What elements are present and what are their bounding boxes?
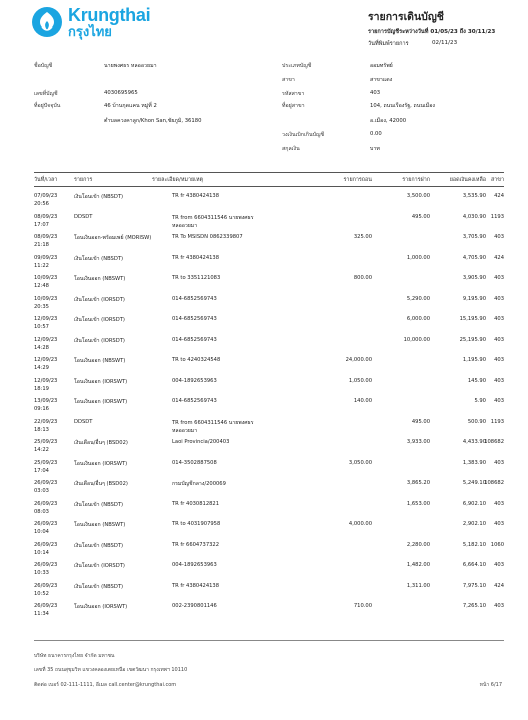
table-row	[34, 581, 504, 601]
row-time: 10:14	[34, 549, 49, 556]
table-row	[34, 601, 504, 621]
row-deposit: 1,000.00	[406, 254, 430, 261]
row-detail-2: หลออวยมา	[172, 427, 198, 434]
table-row	[34, 376, 504, 396]
branch-address-2: อ.เมือง, 42000	[370, 118, 407, 124]
row-time: 17:07	[34, 221, 49, 228]
row-date: 08/09/23	[34, 234, 58, 240]
row-time: 10:57	[34, 324, 49, 330]
row-date: 25/09/23	[34, 459, 58, 466]
row-branch: 403	[494, 357, 504, 363]
row-detail: 004-1892653963	[172, 562, 217, 568]
row-withdraw: 4,000.00	[348, 521, 372, 527]
row-time: 14:28	[34, 344, 49, 351]
row-balance: 145.90	[467, 377, 486, 384]
row-description: เงินโอนเข้า (NBSDT)	[74, 255, 124, 262]
row-date: 22/09/23	[34, 418, 58, 425]
row-deposit: 495.00	[411, 213, 430, 220]
krungthai-bird-icon	[32, 7, 62, 37]
row-detail: TR fr 4380424138	[172, 193, 220, 199]
row-description: เงินโอนเข้า (IORSDT)	[74, 296, 125, 303]
row-deposit: 5,290.00	[406, 295, 430, 302]
table-row	[34, 437, 504, 457]
row-date: 12/09/23	[34, 316, 58, 322]
row-balance: 7,265.10	[462, 603, 486, 609]
row-balance: 5,182.10	[462, 541, 486, 548]
print-date-value: 02/11/23	[432, 40, 458, 46]
row-branch: 108682	[484, 439, 504, 445]
row-detail: TR fr 4380424138	[172, 254, 220, 261]
row-deposit: 1,653.00	[406, 500, 430, 507]
table-row	[34, 519, 504, 539]
col-branch: สาขา	[490, 177, 504, 183]
row-description: โอนเงินออก (IORSWT)	[74, 378, 128, 385]
row-date: 13/09/23	[34, 398, 58, 404]
row-detail: กรมบัญชีกลาง/200069	[172, 481, 226, 487]
col-description: รายการ	[74, 177, 93, 183]
currency: บาท	[370, 146, 380, 152]
row-description: เงินโอนเข้า (IORSDT)	[74, 563, 125, 569]
row-branch: 403	[494, 521, 504, 527]
transactions-header	[34, 174, 504, 186]
brand-name-en: Krungthai	[68, 5, 151, 25]
page-number: หน้า 6/17	[479, 682, 502, 688]
address-line-1: 46 บ้านกุดแคน หมู่ที่ 2	[104, 103, 157, 109]
row-detail: TR from 6604311546 นายพงศธร	[172, 214, 254, 221]
row-branch: 403	[494, 336, 504, 343]
row-branch: 108682	[484, 480, 504, 486]
table-row	[34, 335, 504, 355]
row-branch: 424	[494, 582, 504, 589]
table-row	[34, 191, 504, 211]
row-detail: Laoi Provincia/200403	[172, 439, 230, 445]
header-top-rule	[34, 172, 504, 173]
print-date-label: วันที่พิมพ์รายการ	[368, 41, 409, 47]
table-row	[34, 458, 504, 478]
row-deposit: 1,311.00	[406, 582, 430, 589]
row-deposit: 3,933.00	[406, 439, 430, 445]
table-row	[34, 499, 504, 519]
account-name: นายพงศธร หลออวยมา	[104, 63, 157, 69]
row-time: 21:18	[34, 242, 49, 248]
row-detail-2: หลออวยมา	[172, 222, 198, 229]
row-date: 12/09/23	[34, 357, 58, 363]
table-row	[34, 294, 504, 314]
row-date: 26/09/23	[34, 541, 58, 548]
row-deposit: 2,280.00	[406, 541, 430, 548]
row-description: เงินโอนเข้า (IORSDT)	[74, 337, 125, 344]
print-date-row	[368, 40, 458, 48]
table-row	[34, 396, 504, 416]
row-branch: 403	[494, 377, 504, 384]
row-date: 08/09/23	[34, 213, 58, 220]
document-title: รายการเดินบัญชี	[368, 11, 444, 23]
row-detail: 014-6852569743	[172, 295, 217, 302]
row-description: เงินโอนเข้า (IORSDT)	[74, 317, 125, 323]
table-row	[34, 540, 504, 560]
statement-period: รายการบัญชีระหว่างวันที่ 01/05/23 ถึง 30/11/23	[368, 29, 496, 35]
row-description: โอนเงินออก (IORSWT)	[74, 604, 128, 610]
row-time: 10:52	[34, 590, 49, 597]
row-time: 17:04	[34, 467, 49, 474]
account-type: ออมทรัพย์	[370, 63, 393, 69]
table-row	[34, 355, 504, 375]
row-date: 26/09/23	[34, 582, 58, 589]
row-description: เงินโอนเข้า (NBSDT)	[74, 501, 124, 508]
row-branch: 424	[494, 193, 504, 199]
row-description: เงินเดือน/อื่นๆ (BSD02)	[74, 481, 128, 487]
branch-address-1: 104, ถนนเรืองรัฐ, ถนนเมือง	[370, 103, 436, 109]
row-withdraw: 710.00	[353, 603, 372, 609]
row-detail: 014-3502887508	[172, 459, 217, 466]
row-date: 12/09/23	[34, 377, 58, 384]
row-detail: TR to 4240324548	[172, 357, 221, 363]
branch-name: สาขาแดง	[370, 77, 393, 83]
row-withdraw: 140.00	[353, 398, 372, 404]
row-balance: 4,705.90	[462, 254, 486, 261]
row-time: 18:19	[34, 385, 49, 392]
row-time: 18:13	[34, 426, 49, 433]
row-deposit: 10,000.00	[403, 336, 430, 343]
row-description: โอนเงินออก (IORSWT)	[74, 399, 128, 405]
row-time: 08:03	[34, 508, 49, 515]
row-date: 26/09/23	[34, 480, 58, 486]
branch-address-label: ที่อยู่สาขา	[282, 103, 305, 109]
overdraft-label: วงเงินเบิกเกินบัญชี	[282, 132, 325, 138]
row-balance: 3,535.90	[462, 193, 486, 199]
row-description: DDSDT	[74, 213, 93, 220]
col-balance: ยอดเงินคงเหลือ	[449, 177, 486, 183]
row-branch: 403	[494, 603, 504, 609]
branch-code: 403	[370, 90, 381, 96]
row-date: 26/09/23	[34, 500, 58, 507]
row-withdraw: 325.00	[353, 234, 372, 240]
row-time: 11:22	[34, 262, 49, 269]
row-balance: 1,195.90	[462, 357, 486, 363]
row-time: 14:29	[34, 365, 49, 371]
branch-code-label: รหัสสาขา	[282, 91, 305, 97]
table-row	[34, 314, 504, 334]
row-branch: 403	[494, 275, 504, 281]
row-detail: TR fr 4030812821	[172, 500, 220, 507]
row-date: 26/09/23	[34, 521, 58, 527]
row-deposit: 3,865.20	[406, 480, 430, 486]
address-label: ที่อยู่ปัจจุบัน	[34, 103, 61, 109]
table-row	[34, 253, 504, 273]
col-detail: รายละเอียด/หมายเหตุ	[152, 177, 204, 183]
row-balance: 25,195.90	[459, 336, 486, 343]
row-balance: 2,902.10	[462, 521, 486, 527]
row-balance: 4,030.90	[462, 213, 486, 220]
table-row	[34, 232, 504, 252]
row-balance: 4,433.90	[462, 439, 486, 445]
row-branch: 403	[494, 398, 504, 404]
col-deposit: รายการฝาก	[402, 177, 430, 183]
row-detail: 014-6852569743	[172, 336, 217, 343]
row-balance: 500.90	[467, 418, 486, 425]
row-time: 20:56	[34, 201, 49, 207]
brand-name-th: กรุงไทย	[68, 24, 112, 39]
row-balance: 1,383.90	[462, 459, 486, 466]
krungthai-logo	[32, 6, 150, 38]
row-balance: 5.90	[474, 398, 486, 404]
footer-contact: ติดต่อ เบอร์ 02-111-1111, อีเมล call.center@krungthai.com	[34, 682, 177, 688]
row-detail: TR to 4031907958	[172, 521, 221, 527]
table-row	[34, 417, 504, 437]
row-detail: TR from 6604311546 นายพงศธร	[172, 419, 254, 426]
row-time: 11:34	[34, 611, 49, 617]
row-balance: 15,195.90	[459, 316, 486, 322]
row-description: โอนเงินออก (NBSWT)	[74, 276, 126, 282]
footer-company: บริษัท ธนาคารกรุงไทย จำกัด มหาชน	[34, 653, 115, 659]
row-detail: TR fr 6604737322	[172, 541, 220, 548]
row-withdraw: 800.00	[353, 275, 372, 281]
footer-address: เลขที่ 35 ถนนสุขุมวิท แขวงคลองเตยเหนือ เขตวัฒนา กรุงเทพฯ 10110	[34, 667, 188, 673]
row-balance: 6,902.10	[462, 500, 486, 507]
overdraft-limit: 0.00	[370, 131, 382, 137]
row-time: 10:04	[34, 529, 49, 535]
row-detail: TR fr 4380424138	[172, 582, 220, 589]
row-branch: 403	[494, 500, 504, 507]
row-balance: 9,195.90	[462, 295, 486, 302]
row-balance: 5,249.10	[462, 480, 486, 486]
row-description: เงินโอนเข้า (NBSDT)	[74, 194, 124, 200]
footer-rule	[34, 640, 504, 641]
account-name-label: ชื่อบัญชี	[34, 63, 53, 69]
row-detail: 004-1892653963	[172, 377, 217, 384]
account-number: 4030695965	[104, 90, 138, 96]
row-detail: TR to 3351121083	[172, 275, 221, 281]
row-branch: 403	[494, 295, 504, 302]
row-branch: 403	[494, 459, 504, 466]
row-date: 26/09/23	[34, 603, 58, 609]
row-branch: 1060	[490, 541, 504, 548]
row-detail: 014-6852569743	[172, 316, 217, 322]
row-description: เงินโอนเข้า (NBSDT)	[74, 542, 124, 549]
row-branch: 1193	[490, 418, 504, 425]
row-date: 07/09/23	[34, 193, 58, 199]
row-description: โอนเงินออก (IORSWT)	[74, 460, 128, 467]
row-time: 10:33	[34, 570, 49, 576]
row-balance: 3,905.90	[462, 275, 486, 281]
row-detail: 014-6852569743	[172, 398, 217, 404]
account-type-label: ประเภทบัญชี	[282, 63, 312, 69]
row-branch: 424	[494, 254, 504, 261]
row-description: โอนเงินออก-พร้อมเพย์ (MORISW)	[74, 235, 152, 241]
row-balance: 3,705.90	[462, 234, 486, 240]
table-row	[34, 212, 504, 232]
row-description: เงินเดือน/อื่นๆ (BSD02)	[74, 440, 128, 446]
row-detail: 002-2390801146	[172, 603, 217, 609]
row-deposit: 495.00	[411, 418, 430, 425]
row-time: 03:03	[34, 488, 49, 494]
row-withdraw: 1,050.00	[348, 377, 372, 384]
row-deposit: 3,500.00	[406, 193, 430, 199]
row-withdraw: 3,050.00	[348, 459, 372, 466]
row-deposit: 6,000.00	[406, 316, 430, 322]
account-number-label: เลขที่บัญชี	[34, 91, 58, 97]
row-balance: 6,664.10	[462, 562, 486, 568]
row-time: 20:35	[34, 303, 49, 310]
branch-label: สาขา	[282, 77, 295, 83]
row-branch: 403	[494, 562, 504, 568]
row-date: 10/09/23	[34, 275, 58, 281]
row-description: DDSDT	[74, 418, 93, 425]
row-detail: TR To MSISDN 0862339807	[172, 234, 243, 240]
header-bottom-rule	[34, 186, 504, 187]
row-balance: 7,975.10	[462, 582, 486, 589]
table-row	[34, 273, 504, 293]
row-date: 10/09/23	[34, 295, 58, 302]
row-time: 14:22	[34, 447, 49, 453]
col-withdraw: รายการถอน	[343, 177, 372, 183]
address-line-2: ตำบลควงคาลูก/Khon San,ชัยภูมิ, 36180	[104, 118, 202, 124]
row-date: 25/09/23	[34, 439, 58, 445]
row-deposit: 1,482.00	[406, 562, 430, 568]
row-description: เงินโอนเข้า (NBSDT)	[74, 583, 124, 590]
row-withdraw: 24,000.00	[345, 357, 372, 363]
row-time: 09:16	[34, 406, 49, 412]
currency-label: สกุลเงิน	[282, 146, 300, 152]
row-description: โอนเงินออก (NBSWT)	[74, 358, 126, 364]
row-date: 12/09/23	[34, 336, 58, 343]
col-date-time: วันที่/เวลา	[34, 177, 58, 183]
table-row	[34, 478, 504, 498]
row-date: 26/09/23	[34, 562, 58, 568]
row-branch: 403	[494, 234, 504, 240]
row-description: โอนเงินออก (NBSWT)	[74, 522, 126, 528]
row-branch: 1193	[490, 213, 504, 220]
table-row	[34, 560, 504, 580]
row-branch: 403	[494, 316, 504, 322]
row-date: 09/09/23	[34, 254, 58, 261]
row-time: 12:48	[34, 283, 49, 289]
